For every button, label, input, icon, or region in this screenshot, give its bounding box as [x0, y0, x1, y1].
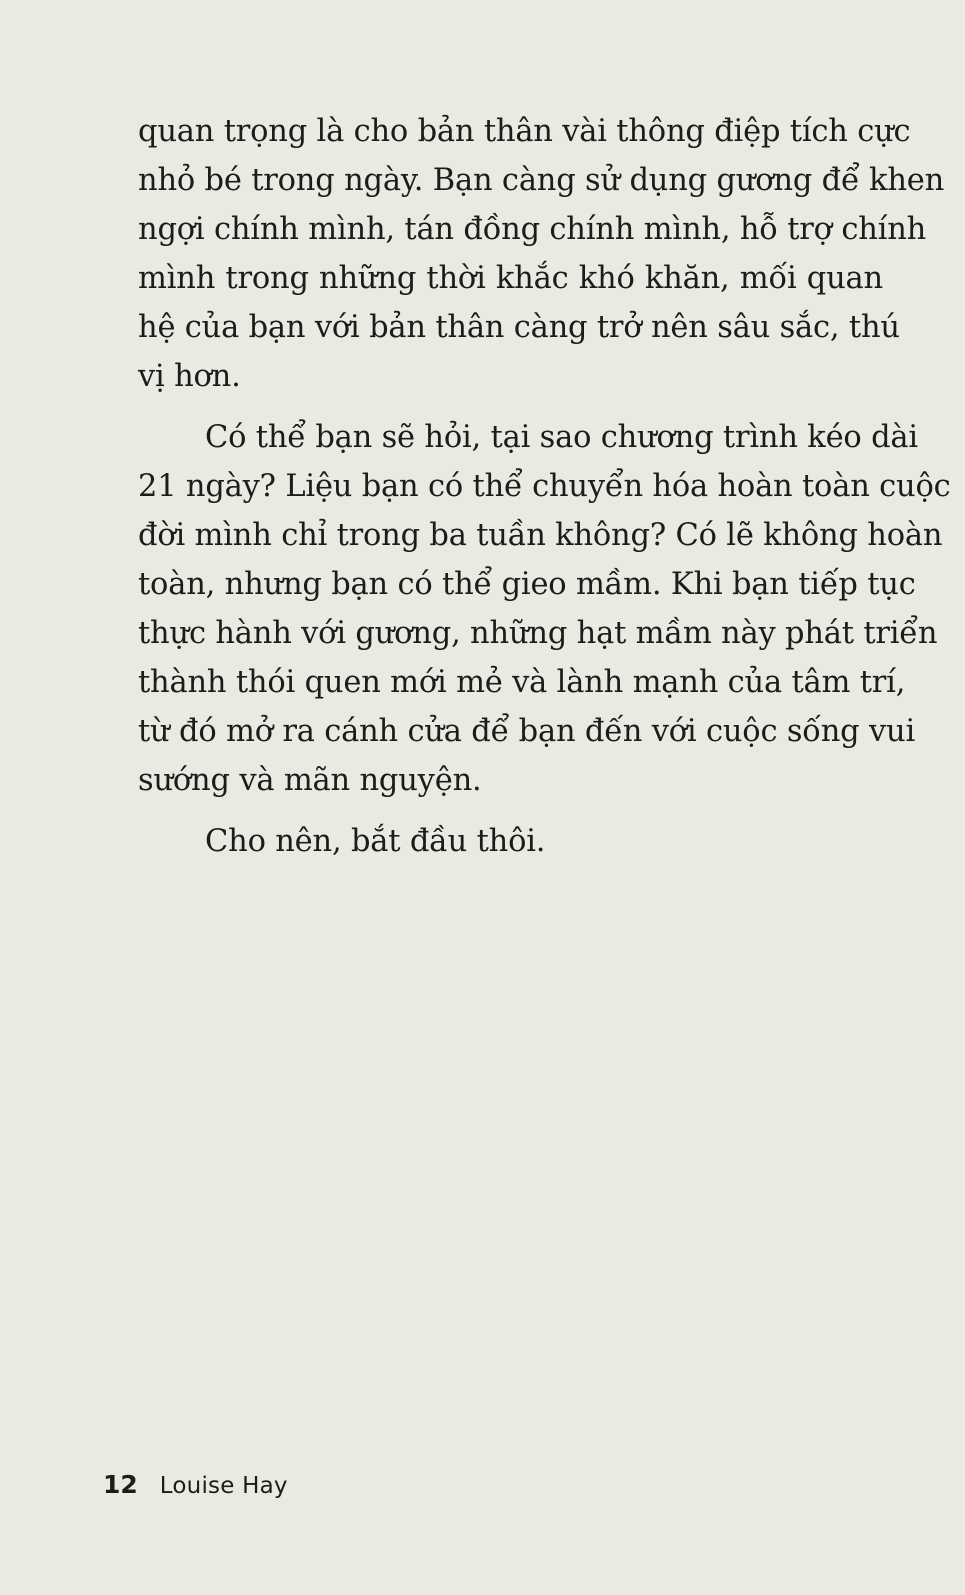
- text-line: mình trong những thời khắc khó khăn, mối quan: [138, 261, 883, 296]
- text-line: hệ của bạn với bản thân càng trở nên sâu sắc, thú: [138, 310, 900, 345]
- paragraph-spacer: [138, 805, 883, 817]
- page-footer: [103, 1470, 288, 1499]
- text-line: thành thói quen mới mẻ và lành mạnh của tâm trí,: [138, 665, 906, 700]
- text-line: Cho nên, bắt đầu thôi.: [205, 824, 546, 859]
- paragraph-spacer: [138, 401, 883, 413]
- text-line: ngợi chính mình, tán đồng chính mình, hỗ trợ chính: [138, 212, 927, 247]
- body-text: [138, 107, 951, 866]
- text-line: đời mình chỉ trong ba tuần không? Có lẽ không hoàn: [138, 518, 943, 553]
- text-line: Có thể bạn sẽ hỏi, tại sao chương trình kéo dài: [205, 420, 918, 455]
- text-line: nhỏ bé trong ngày. Bạn càng sử dụng gương để khen: [138, 163, 945, 198]
- text-line: 21 ngày? Liệu bạn có thể chuyển hóa hoàn toàn cuộc: [138, 469, 951, 504]
- paragraph-1: [138, 107, 945, 401]
- text-line: quan trọng là cho bản thân vài thông điệp tích cực: [138, 114, 911, 149]
- text-line: vị hơn.: [138, 359, 241, 394]
- text-line: toàn, nhưng bạn có thể gieo mầm. Khi bạn tiếp tục: [138, 567, 916, 602]
- paragraph-2: [138, 413, 951, 805]
- page-number: 12: [103, 1470, 138, 1499]
- paragraph-3: [138, 817, 883, 866]
- text-line: từ đó mở ra cánh cửa để bạn đến với cuộc sống vui: [138, 714, 916, 749]
- text-line: sướng và mãn nguyện.: [138, 763, 482, 798]
- author-name: Louise Hay: [159, 1473, 288, 1499]
- text-line: thực hành với gương, những hạt mầm này phát triển: [138, 616, 938, 651]
